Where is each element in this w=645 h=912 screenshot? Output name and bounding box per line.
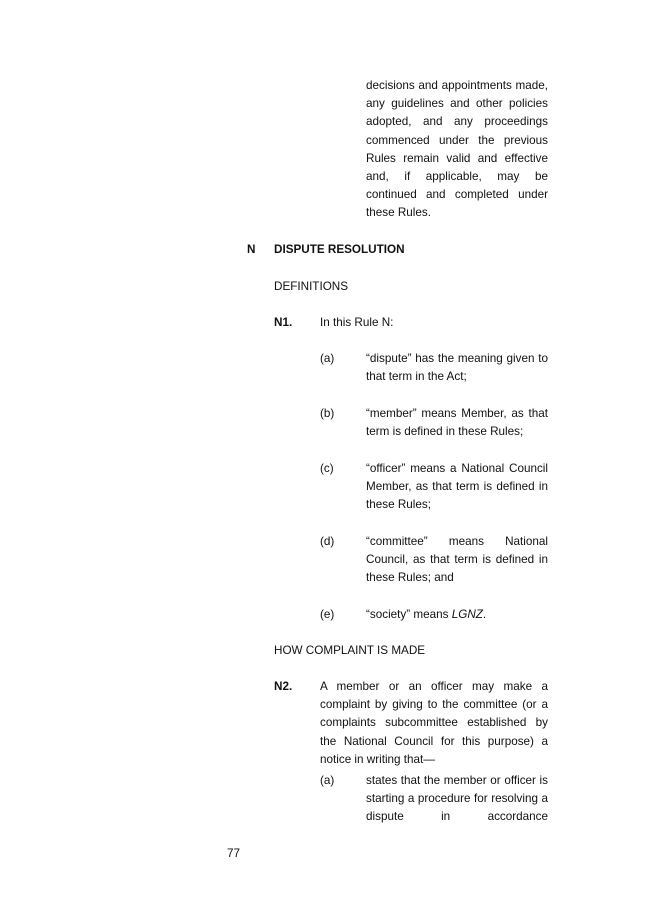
n1-item-a-text: “dispute” has the meaning given to that term in the Act; (366, 352, 548, 384)
n1-item-e-text (366, 606, 548, 624)
page-number: 77 (227, 847, 241, 860)
section-title: DISPUTE RESOLUTION (274, 243, 405, 256)
n1-item-e-label: (e) (320, 608, 335, 621)
carryover-paragraph: decisions and appointments made, any guidelines and other policies adopted, and any proceedings commenced under the previous Rules remain valid and effective and, if applicable, may be continued and completed under these Rules. (366, 79, 548, 220)
rule-n1-number: N1. (274, 316, 293, 329)
n1-item-d-label: (d) (320, 535, 335, 548)
n1-item-b-text: “member” means Member, as that term is defined in these Rules; (366, 407, 548, 439)
rule-n2-text: A member or an officer may make a complaint by giving to the committee (or a complaints subcommittee established by the National Council for this purpose) a notice in writing that— (320, 680, 548, 766)
section-letter: N (247, 243, 256, 256)
complaint-heading: HOW COMPLAINT IS MADE (274, 644, 426, 657)
n1-item-d-text: “committee” means National Council, as that term is defined in these Rules; and (366, 535, 548, 585)
n1-item-e-text-after: . (482, 608, 487, 621)
rule-n1-text: In this Rule N: (320, 316, 394, 329)
n1-item-c-text: “officer” means a National Council Member, as that term is defined in these Rules; (366, 462, 548, 512)
society-abbreviation: LGNZ (451, 608, 483, 621)
rule-n2-number: N2. (274, 680, 293, 693)
n2-item-a-label: (a) (320, 774, 335, 787)
n1-item-c-label: (c) (320, 462, 334, 475)
n2-item-a-text: states that the member or officer is starting a procedure for resolving a dispute in accordance (366, 774, 548, 824)
n1-item-a-label: (a) (320, 352, 335, 365)
definitions-heading: DEFINITIONS (274, 280, 349, 293)
n1-item-e-text-before: “society” means (366, 608, 452, 621)
n1-item-b-label: (b) (320, 407, 335, 420)
